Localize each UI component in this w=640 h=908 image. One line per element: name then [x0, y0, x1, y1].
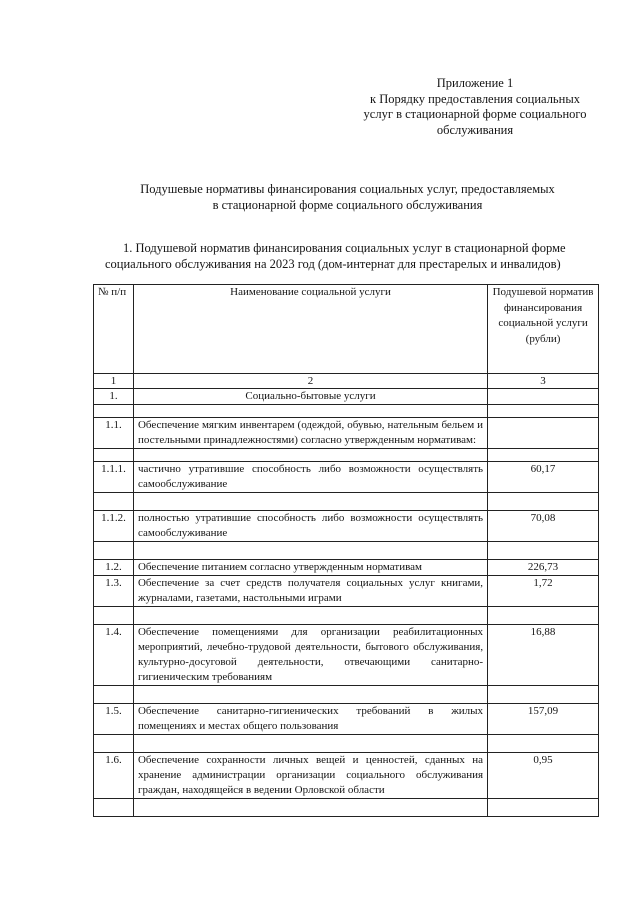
section-heading [105, 240, 585, 272]
table-row [94, 511, 599, 542]
row-spacer [94, 542, 599, 560]
row-num: 1.4. [94, 625, 134, 686]
table-row [94, 418, 599, 449]
row-num: 1.2. [94, 560, 134, 576]
row-value [488, 389, 599, 405]
row-spacer [94, 405, 599, 418]
header-value: Подушевой норматив финансирования социальной услуги (рубли) [488, 285, 599, 374]
column-index: 1 [94, 374, 134, 389]
table-row [94, 462, 599, 493]
table-header-row [94, 285, 599, 374]
row-value: 226,73 [488, 560, 599, 576]
row-spacer [94, 607, 599, 625]
row-name: Обеспечение питанием согласно утвержденным нормативам [133, 560, 487, 576]
header-name: Наименование социальной услуги [133, 285, 487, 374]
row-value: 1,72 [488, 576, 599, 607]
row-num: 1.1. [94, 418, 134, 449]
row-num: 1.6. [94, 753, 134, 799]
appendix-line: Приложение 1 [436, 76, 514, 90]
row-num: 1.1.2. [94, 511, 134, 542]
row-value: 70,08 [488, 511, 599, 542]
table-row [94, 753, 599, 799]
row-num: 1. [94, 389, 134, 405]
row-value: 16,88 [488, 625, 599, 686]
appendix-line: обслуживания [436, 122, 514, 137]
table-row [94, 704, 599, 735]
row-name: Обеспечение за счет средств получателя социальных услуг книгами, журналами, газетами, настольными играми [133, 576, 487, 607]
appendix-line: к Порядку предоставления социальных [370, 91, 580, 106]
row-spacer [94, 493, 599, 511]
section-line: 1. Подушевой норматив финансирования социальных услуг в стационарной форме [123, 241, 566, 255]
row-num: 1.5. [94, 704, 134, 735]
row-name: полностью утратившие способность либо возможности осуществлять самообслуживание [133, 511, 487, 542]
row-name: Обеспечение санитарно-гигиенических требований в жилых помещениях и местах общего пользования [133, 704, 487, 735]
column-index: 2 [133, 374, 487, 389]
row-value [488, 418, 599, 449]
row-spacer [94, 799, 599, 817]
norms-table [93, 284, 599, 817]
table-row [94, 560, 599, 576]
row-num: 1.1.1. [94, 462, 134, 493]
row-spacer [94, 735, 599, 753]
table-row [94, 389, 599, 405]
table-row [94, 576, 599, 607]
section-line: социального обслуживания на 2023 год (дом-интернат для престарелых и инвалидов) [105, 257, 561, 271]
row-value: 157,09 [488, 704, 599, 735]
row-num: 1.3. [94, 576, 134, 607]
document-title [70, 181, 625, 213]
row-value: 60,17 [488, 462, 599, 493]
header-num: № п/п [94, 285, 134, 374]
row-spacer [94, 686, 599, 704]
appendix-line: услуг в стационарной форме социального [363, 107, 587, 121]
row-name: частично утратившие способность либо возможности осуществлять самообслуживание [133, 462, 487, 493]
column-index: 3 [488, 374, 599, 389]
row-name: Социально-бытовые услуги [133, 389, 487, 405]
title-line: в стационарной форме социального обслуживания [212, 198, 483, 212]
row-spacer [94, 449, 599, 462]
row-name: Обеспечение помещениями для организации реабилитационных мероприятий, лечебно-трудовой деятельности, бытового обслуживания, культурно-досуговой деятельности, отвечающими санитарно-гигиеническим требованиям [133, 625, 487, 686]
column-index-row [94, 374, 599, 389]
row-name: Обеспечение мягким инвентарем (одеждой, обувью, нательным бельем и постельными принадлежностями) согласно утвержденным нормативам: [133, 418, 487, 449]
table-row [94, 625, 599, 686]
title-line: Подушевые нормативы финансирования социальных услуг, предоставляемых [140, 182, 555, 196]
row-value: 0,95 [488, 753, 599, 799]
row-name: Обеспечение сохранности личных вещей и ценностей, сданных на хранение администрации организации социального обслуживания граждан, находящейся в ведении Орловской области [133, 753, 487, 799]
appendix-header [350, 76, 600, 138]
